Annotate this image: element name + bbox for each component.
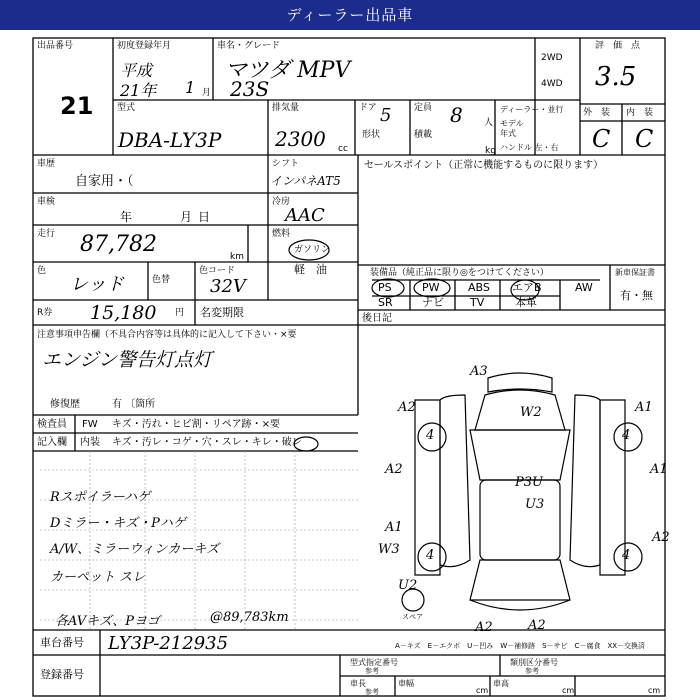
shaken-day: 日 xyxy=(198,210,211,224)
dmg-p3u: P3U xyxy=(515,475,543,490)
equipment-label: 装備品（純正品に限り◎をつけてください） xyxy=(370,268,549,278)
tire-rl: 4 xyxy=(426,548,435,563)
2wd-label: 2WD xyxy=(541,53,563,63)
handle-label: ハンドル 左・右 xyxy=(500,143,559,152)
inspection-label: 検査員 xyxy=(37,419,67,430)
lot-no-value: 21 xyxy=(60,92,94,120)
dmg-a2-left-top: A2 xyxy=(398,400,416,415)
history-label: 車歴 xyxy=(37,159,56,169)
repair-value: 有 〔箇所 xyxy=(112,399,156,410)
interior-short-label: 内装 xyxy=(80,437,100,448)
4wd-label: 4WD xyxy=(541,79,563,89)
model-value: DBA-LY3P xyxy=(118,128,222,152)
grade-value: 23S xyxy=(230,77,270,101)
shift-label: シフト xyxy=(272,159,300,169)
height-label: 車高 xyxy=(493,679,509,688)
eq-pw: PW xyxy=(422,281,440,294)
regno-label: 登録番号 xyxy=(40,668,84,681)
chassis-value: LY3P-212935 xyxy=(108,633,229,654)
color-label: 色 xyxy=(37,266,47,276)
interior-label: 内 装 xyxy=(626,108,654,118)
grade-score-label: 評 価 点 xyxy=(595,41,641,51)
dmg-u3: U3 xyxy=(525,497,545,512)
first-reg-label: 初度登録年月 xyxy=(117,41,172,51)
eq-leather: 本革 xyxy=(515,296,537,309)
tire-fl: 4 xyxy=(426,428,435,443)
width-label: 車幅 xyxy=(398,679,414,688)
color-code-value: 32V xyxy=(210,276,246,297)
tire-fr: 4 xyxy=(622,428,631,443)
name-change-label: 名変期限 xyxy=(200,306,244,319)
eq-tv: TV xyxy=(470,296,485,309)
fuel-label: 燃料 xyxy=(272,229,291,239)
eq-sr: SR xyxy=(378,296,393,309)
cc-label: cc xyxy=(338,144,348,154)
dmg-a3: A3 xyxy=(470,364,488,379)
first-reg-year: 21年 xyxy=(120,81,157,100)
dmg-a2-bottom-left: A2 xyxy=(475,620,493,635)
ac-value: AAC xyxy=(285,205,325,226)
eq-navi: ナビ xyxy=(422,296,444,309)
eq-ps: PS xyxy=(378,281,392,294)
history-value: 自家用・（ xyxy=(75,174,134,189)
recycle-value: 15,180 xyxy=(90,302,157,324)
notes-label: 注意事項申告欄（不具合内容等は具体的に記入して下さい・×要 xyxy=(37,330,297,340)
lot-no-label: 出品番号 xyxy=(37,41,74,51)
first-reg-month: 1 xyxy=(185,78,196,97)
spec-no-label: 型式指定番号 xyxy=(350,658,398,667)
shaken-year: 年 xyxy=(120,210,133,224)
color-code-label: 色コード xyxy=(199,266,236,276)
eq-abs: ABS xyxy=(468,281,490,294)
memo-4: カーペット スレ xyxy=(50,570,146,585)
dmg-u2: U2 xyxy=(398,578,418,593)
notes-value: エンジン警告灯点灯 xyxy=(42,349,213,371)
mileage-label: 走行 xyxy=(37,229,56,239)
month-label: 月 xyxy=(202,88,212,98)
spare-label: スペア xyxy=(402,613,423,621)
recycle-label: R券 xyxy=(37,308,53,318)
length-label: 車長 xyxy=(350,679,366,688)
displacement-label: 排気量 xyxy=(272,103,300,113)
shaken-label: 車検 xyxy=(37,197,56,207)
dmg-a1-right-top: A1 xyxy=(635,400,653,415)
dmg-w2: W2 xyxy=(520,405,542,420)
dmg-a2-bottom-right: A2 xyxy=(528,618,546,633)
memo-1: Rスポイラーハゲ xyxy=(50,490,151,505)
dmg-a1-left-low: A1 xyxy=(385,520,403,535)
fuel-gasoline: ガソリン xyxy=(294,245,331,255)
shaken-month: 月 xyxy=(180,210,193,224)
spec-ref-label: 参考 xyxy=(365,667,379,675)
memo-2: Dミラー・キズ・Pハゲ xyxy=(50,516,186,531)
ac-label: 冷房 xyxy=(272,197,291,207)
interior-value: C xyxy=(635,125,654,153)
capacity-value: 8 xyxy=(450,103,463,127)
check-row2: キズ・汚レ・コゲ・穴・スレ・キレ・破レ xyxy=(112,437,302,448)
memo-km: @89,783km xyxy=(210,610,289,625)
fw-label: FW xyxy=(82,419,98,430)
kg-label: kg xyxy=(485,146,496,156)
class-no-label: 類別区分番号 xyxy=(510,658,558,667)
class-ref-label: 参考 xyxy=(525,667,539,675)
first-reg-era: 平成 xyxy=(120,61,153,80)
person-label: 人 xyxy=(484,118,494,128)
length-ref-label: 参考 xyxy=(365,688,379,696)
door-label: ドア xyxy=(359,103,377,113)
displacement-value: 2300 xyxy=(275,127,326,151)
model-label: 型式 xyxy=(117,103,136,113)
model-year-label: モデル年式 xyxy=(500,119,524,138)
color-change-label: 色替 xyxy=(152,275,171,285)
width-cm: cm xyxy=(562,686,575,695)
tire-rr: 4 xyxy=(622,548,631,563)
dmg-a2-left-mid: A2 xyxy=(385,462,403,477)
check-row1: キズ・汚れ・ヒビ割・リペア跡・×要 xyxy=(112,419,280,430)
dmg-a2-right-low: A2 xyxy=(652,530,670,545)
eq-aw: AW xyxy=(575,281,593,294)
exterior-value: C xyxy=(592,125,611,153)
km-label: km xyxy=(230,252,244,262)
capacity-label: 定員 xyxy=(414,103,433,113)
warranty-options: 有・無 xyxy=(620,289,653,302)
entry-label: 記入欄 xyxy=(37,437,67,448)
rear-seat-label: 後日記 xyxy=(362,313,392,324)
load-label: 積載 xyxy=(414,130,433,140)
height-cm: cm xyxy=(648,686,661,695)
sales-point-label: セールスポイント（正常に機能するものに限ります） xyxy=(364,160,604,171)
new-warranty-label: 新車保証書 xyxy=(615,268,655,277)
shape-label: 形状 xyxy=(362,130,381,140)
memo-3: A/W、ミラーウィンカーキズ xyxy=(50,542,220,557)
shift-value: インパネAT5 xyxy=(270,174,341,188)
car-name-value: マツダ MPV xyxy=(225,58,351,83)
memo-5: 各AVキズ、Pヨゴ xyxy=(55,614,161,629)
length-cm: cm xyxy=(476,686,489,695)
doors-value: 5 xyxy=(380,105,392,126)
color-value: レッド xyxy=(70,274,124,295)
eq-airbag: エアB xyxy=(512,281,542,294)
dmg-w3: W3 xyxy=(378,542,400,557)
car-name-label: 車名・グレード xyxy=(217,41,281,51)
yen-label: 円 xyxy=(175,308,185,318)
mileage-value: 87,782 xyxy=(80,232,157,257)
dealer-label: ディーラー・並行 xyxy=(500,105,564,114)
score-value: 3.5 xyxy=(595,62,637,92)
fuel-diesel: 軽 油 xyxy=(294,263,327,276)
page-header: ディーラー出品車 xyxy=(0,0,700,30)
dmg-a1-right-mid: A1 xyxy=(650,462,668,477)
damage-legend: A－キズ E－エクボ U－凹み W－補修跡 S－サビ C－腐食 XX－交換済 xyxy=(395,642,646,650)
exterior-label: 外 装 xyxy=(583,108,611,118)
chassis-label: 車台番号 xyxy=(40,636,84,649)
repair-label: 修復歴 xyxy=(50,399,80,410)
